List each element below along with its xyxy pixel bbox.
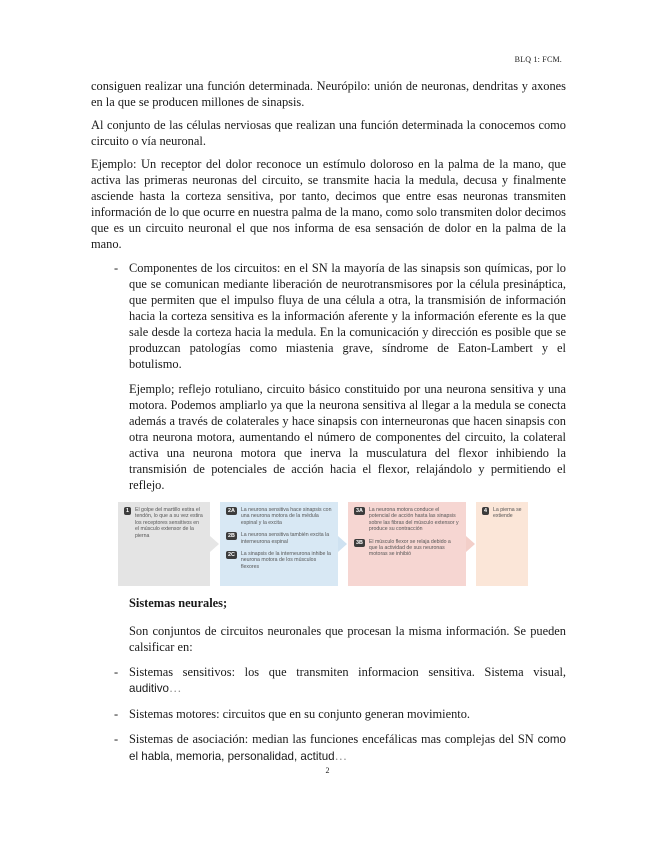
list-item-sensitivos bbox=[91, 664, 566, 697]
diagram-step-1 bbox=[118, 502, 210, 586]
bullet-dash: - bbox=[114, 732, 119, 746]
diagram-arrow bbox=[338, 502, 348, 586]
reflex-diagram bbox=[118, 502, 566, 586]
step-text: El músculo flexor se relaja debido a que la actividad de sus neuronas motoras se inhibió bbox=[368, 538, 451, 558]
step-text: La neurona sensitiva hace sinapsis con una neurona motora de la médula espinal y la excita bbox=[240, 507, 332, 526]
ellipsis: … bbox=[168, 681, 182, 695]
step-badge: 3B bbox=[356, 539, 363, 546]
step-badge: 2B bbox=[228, 533, 235, 540]
diagram-arrow bbox=[210, 502, 220, 586]
step-text: La neurona motora conduce el potencial de acción hasta las sinapsis sobre las fibras del músculo extensor y produce su contracción bbox=[368, 507, 459, 533]
list-motores-text: Sistemas motores: circuitos que en su conjunto generan movimiento. bbox=[129, 707, 471, 721]
section-sistemas-neurales bbox=[91, 595, 566, 655]
list-sensitivos-text: Sistemas sensitivos: los que transmiten informacion sensitiva. Sistema visual, bbox=[129, 665, 566, 679]
diagram-step-3 bbox=[348, 502, 466, 586]
step-text: El golpe del martillo estira el tendón, lo que a su vez estira los receptores sensitivos en el músculo extensor de la pierna bbox=[135, 507, 203, 539]
list-item-motores bbox=[91, 706, 566, 722]
page-header: BLQ 1: FCM. bbox=[514, 55, 562, 64]
step-text: La neurona sensitiva también excita la interneurona espinal bbox=[240, 532, 330, 545]
paragraph-reflejo-rotuliano: Ejemplo; reflejo rotuliano, circuito básico constituido por una neurona sensitiva y una motora. Podemos ampliarlo ya que la neurona sensitiva al llegar a la medula se conecta además a través de colaterales y hace sinapsis con interneuronas que hacen sinapsis con otra neurona motora, aumentando el número de componentes del circuito, la colateral activa una neurona motora que inerva la musculatura del flexor inhibiendo la transmisión de potenciales de acción hacia el flexor, relajándolo y permitiendo el reflejo. bbox=[129, 382, 566, 492]
diagram-step-4 bbox=[476, 502, 528, 586]
list-item-text bbox=[129, 731, 566, 765]
section-intro: Son conjuntos de circuitos neuronales que procesan la misma información. Se pueden calsificar en: bbox=[129, 624, 566, 654]
list-asociacion-text: Sistemas de asociación: median las funciones encefálicas mas complejas del SN bbox=[129, 732, 534, 746]
list-sensitivos-cont: auditivo bbox=[129, 682, 169, 695]
section-title: Sistemas neurales; bbox=[129, 596, 228, 610]
bullet-dash: - bbox=[114, 261, 119, 275]
step-badge: 4 bbox=[484, 508, 487, 514]
list-item-text bbox=[129, 664, 566, 697]
diagram-arrow bbox=[466, 502, 476, 586]
list-item-asociacion bbox=[91, 731, 566, 765]
bullet-dash: - bbox=[114, 707, 119, 721]
step-badge: 3A bbox=[356, 508, 363, 514]
bullet-dash: - bbox=[114, 665, 119, 679]
ellipsis: … bbox=[334, 749, 347, 763]
step-text: La sinapsis de la interneurona inhibe la neurona motora de los músculos flexores bbox=[240, 551, 331, 570]
bullet-componentes bbox=[91, 260, 566, 372]
paragraph-ejemplo-dolor: Ejemplo: Un receptor del dolor reconoce un estímulo doloroso en la palma de la mano, que activa las primeras neuronas del circuito, se transmite hacia la medula, decusa y finalmente asciende hasta la corteza sensitiva, por tanto, decimos que entre esas neuronas transmiten información de lo que ocurre en nuestra palma de la mano, como solo transmiten dolor decimos que es un circuito neuronal el que nos informa de esa sensación de dolor en la palma de la mano. bbox=[91, 157, 566, 251]
example-reflex-block bbox=[91, 381, 566, 493]
diagram-step-2 bbox=[220, 502, 338, 586]
bullet-componentes-text: Componentes de los circuitos: en el SN la mayoría de las sinapsis son químicas, por lo que se comunican mediante liberación de neurotransmisores por la célula presináptica, que permiten que el impulso fluya de una célula a otra, la transmisión de información hacia la corteza sensitiva es la información aferente y la información eferente es la que sale desde la corteza hacia la medula. En la comunicación y dirección es posible que se produzcan patologías como miastenia grave, síndrome de Eaton-Lambert y el botulismo. bbox=[129, 261, 566, 371]
step-badge: 2A bbox=[228, 508, 235, 514]
list-asociacion-cont: como el habla, memoria, personalidad, actitud bbox=[129, 733, 566, 763]
step-text: La pierna se extiende bbox=[493, 507, 522, 520]
page-number: 2 bbox=[325, 766, 330, 775]
page-body bbox=[91, 78, 566, 765]
paragraph-neuropilo: consiguen realizar una función determinada. Neurópilo: unión de neuronas, dendritas y axones en la que se producen millones de sinapsis. bbox=[91, 79, 566, 109]
paragraph-circuito: Al conjunto de las células nerviosas que realizan una función determinada la conocemos como circuito o vía neuronal. bbox=[91, 118, 566, 148]
step-badge: 1 bbox=[126, 508, 129, 514]
step-badge: 2C bbox=[228, 552, 235, 559]
